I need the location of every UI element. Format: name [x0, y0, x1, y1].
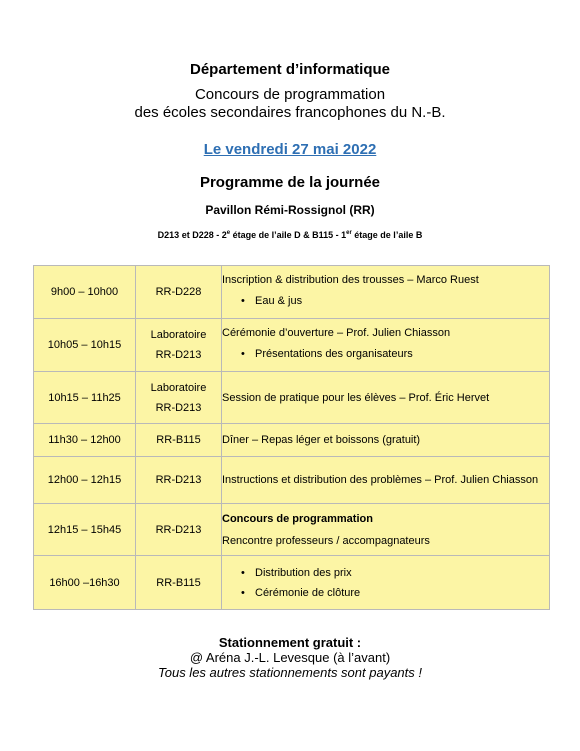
activity-cell	[222, 319, 550, 372]
activity-text: Cérémonie d’ouverture – Prof. Julien Chiasson	[222, 327, 451, 339]
contest-title-line2: des écoles secondaires francophones du N.-B.	[134, 104, 446, 121]
parking-title: Stationnement gratuit :	[218, 635, 362, 650]
time-cell: 11h30 – 12h00	[34, 424, 136, 457]
list-item: • Distribution des prix	[255, 563, 549, 583]
room-cell	[136, 372, 222, 424]
table-row	[34, 319, 550, 372]
parking-location: @ Aréna J.-L. Levesque (à l’avant)	[189, 650, 391, 665]
table-row	[34, 266, 550, 319]
rooms-sup-1: e	[226, 230, 231, 236]
time-cell: 10h05 – 10h15	[34, 319, 136, 372]
activity-text: Instructions et distribution des problèmes – Prof. Julien Chiasson	[222, 474, 539, 486]
list-item: • Présentations des organisateurs	[255, 344, 549, 364]
activity-cell	[222, 556, 550, 610]
room-cell: RR-D213	[136, 504, 222, 556]
activity-cell	[222, 504, 550, 556]
time-cell: 12h15 – 15h45	[34, 504, 136, 556]
table-row	[34, 424, 550, 457]
schedule-table	[33, 265, 550, 610]
activity-text: Inscription & distribution des trousses – Marco Ruest	[222, 274, 479, 286]
activity-text: Concours de programmation	[222, 512, 373, 525]
time-cell: 16h00 –16h30	[34, 556, 136, 610]
room-cell: RR-D228	[136, 266, 222, 319]
list-item: • Cérémonie de clôture	[255, 583, 549, 603]
activity-cell	[222, 424, 550, 457]
table-row	[34, 372, 550, 424]
table-row	[34, 556, 550, 610]
rooms-sup-2: er	[346, 230, 352, 236]
bullet-list	[222, 344, 549, 364]
time-cell: 12h00 – 12h15	[34, 457, 136, 504]
room-line: Laboratoire	[150, 329, 207, 341]
room-line: RR-D213	[155, 349, 202, 361]
pavilion-name: Pavillon Rémi-Rossignol (RR)	[205, 203, 375, 217]
department-title: Département d’informatique	[189, 61, 391, 78]
room-cell: RR-D213	[136, 457, 222, 504]
rooms-text-c: étage de l’aile B	[351, 230, 423, 240]
bullet-list	[222, 563, 549, 603]
event-date: Le vendredi 27 mai 2022	[203, 141, 377, 158]
time-cell: 10h15 – 11h25	[34, 372, 136, 424]
time-cell: 9h00 – 10h00	[34, 266, 136, 319]
rooms-text-a: D213 et D228 - 2	[157, 230, 227, 240]
room-cell	[136, 319, 222, 372]
table-row	[34, 457, 550, 504]
table-row	[34, 504, 550, 556]
room-line: RR-D213	[155, 401, 202, 414]
room-line: Laboratoire	[150, 381, 207, 394]
program-title: Programme de la journée	[199, 174, 381, 191]
activity-text: Session de pratique pour les élèves – Prof. Éric Hervet	[222, 391, 490, 404]
activity-text: Dîner – Repas léger et boissons (gratuit)	[222, 434, 421, 446]
contest-title-line1: Concours de programmation	[194, 86, 386, 103]
activity-cell	[222, 457, 550, 504]
list-item: • Eau & jus	[255, 291, 549, 311]
activity-cell	[222, 266, 550, 319]
parking-note: Tous les autres stationnements sont payants !	[157, 665, 422, 680]
room-cell: RR-B115	[136, 556, 222, 610]
activity-cell	[222, 372, 550, 424]
rooms-text-b: étage de l’aile D & B115 - 1	[230, 230, 347, 240]
bullet-list	[222, 291, 549, 311]
room-cell: RR-B115	[136, 424, 222, 457]
activity-subtext: Rencontre professeurs / accompagnateurs	[222, 534, 430, 547]
rooms-info	[0, 230, 580, 240]
